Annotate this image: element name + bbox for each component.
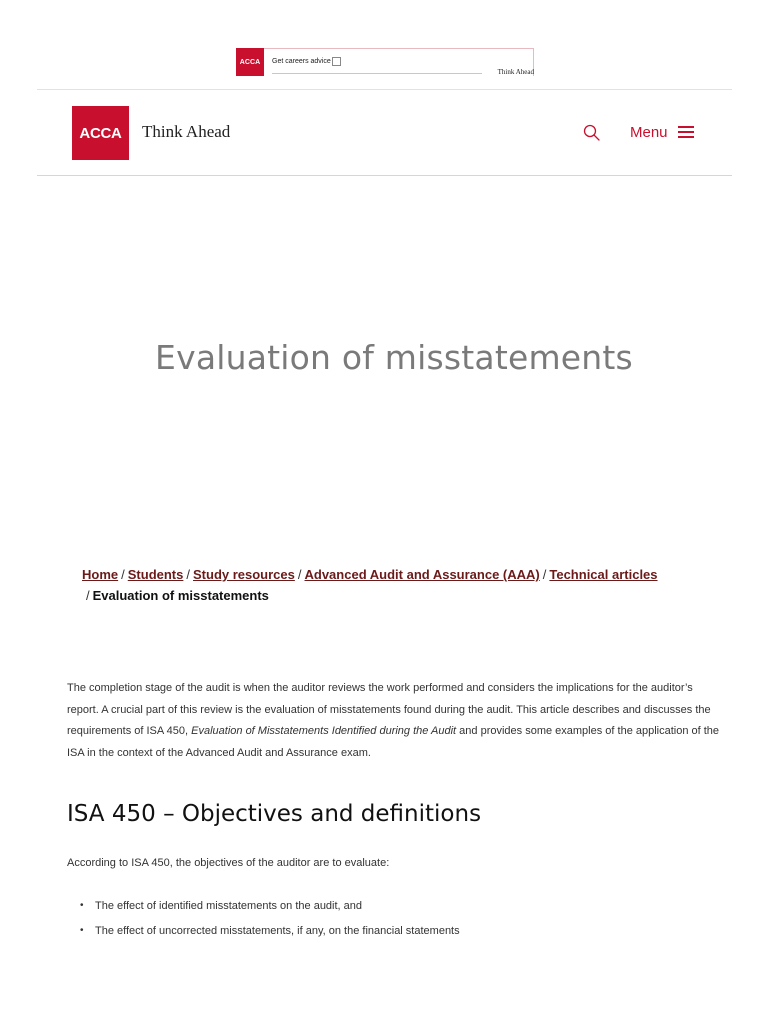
intro-text-part2: and provides some examples of the application of the ISA in the context of the Advanced Audit and Assurance exam. — [67, 725, 720, 759]
ad-link-text[interactable]: Get careers advice — [272, 58, 331, 65]
bullet-icon: • — [80, 925, 84, 936]
objectives-list — [80, 900, 460, 950]
bullet-icon: • — [80, 900, 84, 911]
breadcrumb-separator: / — [121, 567, 125, 582]
search-icon — [582, 123, 602, 143]
header-divider-bottom — [37, 175, 732, 176]
breadcrumb-link-study-resources[interactable]: Study resources — [193, 567, 295, 582]
list-item — [80, 925, 460, 950]
menu-button[interactable] — [630, 121, 694, 143]
breadcrumb-separator: / — [542, 567, 547, 582]
breadcrumb-current: Evaluation of misstatements — [92, 588, 269, 603]
breadcrumb-link-aaa[interactable]: Advanced Audit and Assurance (AAA) — [304, 567, 540, 582]
breadcrumb — [82, 564, 702, 606]
breadcrumb-link-technical-articles[interactable]: Technical articles — [549, 567, 658, 582]
breadcrumb-separator: / — [86, 588, 90, 603]
ad-underline — [272, 73, 482, 74]
breadcrumb-link-home[interactable]: Home — [82, 567, 119, 582]
ad-logo: ACCA — [236, 48, 264, 76]
intro-isa-title: Evaluation of Misstatements Identified during the Audit — [191, 725, 457, 737]
header-divider-top — [37, 89, 732, 90]
list-item-text: The effect of uncorrected misstatements, if any, on the financial statements — [95, 925, 460, 937]
breadcrumb-link-students[interactable]: Students — [127, 567, 184, 582]
ad-checkbox[interactable] — [332, 57, 341, 66]
menu-label: Menu — [630, 123, 668, 141]
breadcrumb-separator: / — [297, 567, 302, 582]
article-intro — [67, 678, 727, 764]
page-title: Evaluation of misstatements — [155, 338, 633, 377]
intro-text-part1: The completion stage of the audit is when the auditor reviews the work performed and considers the implications for the auditor’s report. A crucial part of this review is the evaluation of misstatements found during the audit. This article describes and discusses the requirements of ISA 450, — [67, 682, 711, 737]
list-item-text: The effect of identified misstatements on the audit, and — [95, 900, 363, 912]
objectives-intro: According to ISA 450, the objectives of the auditor are to evaluate: — [67, 857, 390, 869]
section-heading: ISA 450 – Objectives and definitions — [67, 801, 482, 827]
breadcrumb-separator: / — [186, 567, 190, 582]
hamburger-icon — [678, 125, 694, 139]
list-item — [80, 900, 460, 925]
search-button[interactable] — [582, 123, 602, 143]
acca-logo[interactable]: ACCA — [72, 106, 129, 160]
ad-tagline: Think Ahead — [497, 68, 534, 76]
logo-tagline: Think Ahead — [142, 122, 231, 141]
ad-banner[interactable] — [236, 47, 534, 77]
